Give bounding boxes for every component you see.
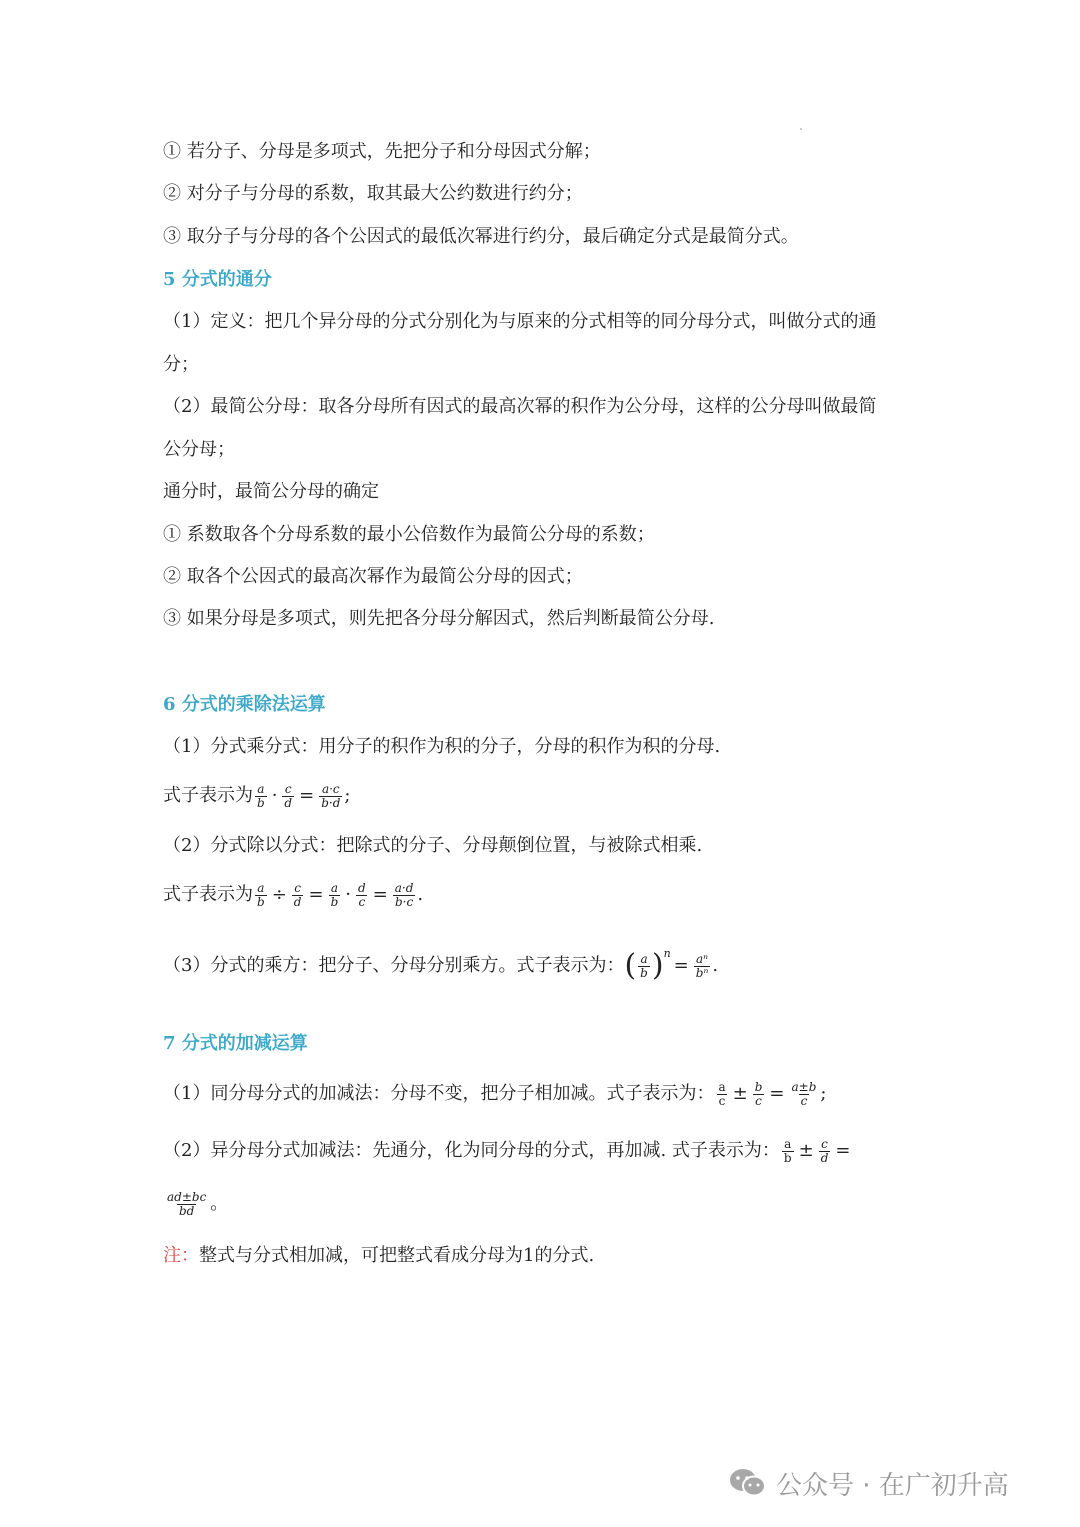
section-5-lcd-line-2: 公分母； — [163, 439, 235, 460]
section-6-divide-formula — [163, 881, 423, 909]
period: . — [417, 884, 424, 905]
diff-rule-text: （2）异分母分式加减法：先通分，化为同分母的分式，再加减. 式子表示为： — [163, 1140, 780, 1161]
left-paren: ( — [624, 948, 637, 983]
equals-sign: = — [299, 785, 315, 806]
fraction-ad-over-bc: $\frac{a\cdot d}{b\cdot c}$ — [394, 880, 414, 909]
fraction-b-over-c: $\frac{b}{c}$ — [754, 1079, 763, 1108]
note-label: 注： — [163, 1245, 199, 1266]
scan-speck — [800, 128, 802, 130]
section-7-note — [163, 1242, 594, 1270]
semicolon: ; — [820, 1083, 827, 1104]
section-5-definition-line-1: （1）定义：把几个异分母的分式分别化为与原来的分式相等的同分母分式，叫做分式的通 — [163, 311, 877, 332]
fraction-an-over-bn: $\frac{\text{aⁿ}}{\text{bⁿ}}$ — [695, 951, 709, 980]
plus-minus-sign: ± — [732, 1083, 748, 1104]
same-rule-text: （1）同分母分式的加减法：分母不变，把分子相加减。式子表示为： — [163, 1083, 715, 1104]
section-7-result-fraction — [163, 1190, 228, 1218]
fraction-c-over-d: $\frac{c}{d}$ — [820, 1136, 829, 1165]
section-7-different-denominator — [163, 1137, 853, 1165]
section-5-lcd-line-1: （2）最简公分母：取各分母所有因式的最高次幂的积作为公分母，这样的公分母叫做最简 — [163, 396, 877, 417]
fraction-adbc-over-bd: $\frac{ad\pm bc}{bd}$ — [167, 1189, 207, 1218]
section-6-multiply-rule: （1）分式乘分式：用分子的积作为积的分子，分母的积作为积的分母. — [163, 736, 721, 757]
dot-operator: · — [345, 884, 351, 905]
section-7-heading: 7 分式的加减运算 — [163, 1033, 308, 1054]
section-6-multiply-formula — [163, 782, 350, 810]
simplify-step-1: ① 若分子、分母是多项式，先把分子和分母因式分解； — [163, 141, 601, 162]
section-6-power-rule — [163, 940, 718, 981]
section-7-same-denominator — [163, 1080, 826, 1108]
period: . — [712, 955, 719, 976]
fraction-a-over-b: $\frac{a}{b}$ — [330, 880, 339, 909]
divide-sign: ÷ — [271, 884, 287, 905]
fraction-c-over-d: $\frac{c}{d}$ — [293, 880, 302, 909]
fraction-a-over-b: $\frac{a}{b}$ — [257, 880, 265, 909]
fraction-a-over-b: $\frac{a}{b}$ — [640, 951, 648, 980]
equals-sign: = — [769, 1083, 785, 1104]
section-6-heading: 6 分式的乘除法运算 — [163, 694, 326, 715]
formula-prefix: 式子表示为 — [163, 884, 253, 905]
equals-sign: = — [372, 884, 388, 905]
exponent-n: n — [663, 947, 671, 960]
equals-sign: = — [308, 884, 324, 905]
section-5-step-2: ② 取各个公因式的最高次幂作为最简公分母的因式； — [163, 566, 583, 587]
right-paren: ) — [651, 948, 664, 983]
section-5-determine-intro: 通分时，最简公分母的确定 — [163, 481, 379, 502]
fraction-c-over-d: $\frac{c}{d}$ — [284, 781, 293, 810]
note-text: 整式与分式相加减，可把整式看成分母为1的分式. — [199, 1245, 595, 1266]
section-5-step-3: ③ 如果分母是多项式，则先把各分母分解因式，然后判断最简公分母. — [163, 608, 715, 629]
fraction-a-over-b: $\frac{a}{b}$ — [257, 781, 265, 810]
fraction-a-over-c: $\frac{a}{c}$ — [718, 1079, 726, 1108]
wechat-watermark — [728, 1463, 1009, 1503]
semicolon: ; — [344, 785, 351, 806]
watermark-text: 公众号 · 在广初升高 — [776, 1470, 1009, 1501]
fraction-a-over-b: $\frac{a}{b}$ — [783, 1136, 792, 1165]
section-5-definition-line-2: 分； — [163, 354, 199, 375]
simplify-step-3: ③ 取分子与分母的各个公因式的最低次幂进行约分，最后确定分式是最简分式。 — [163, 226, 799, 247]
fraction-ac-over-bd: $\frac{a\cdot c}{b\cdot d}$ — [321, 781, 341, 810]
power-rule-text: （3）分式的乘方：把分子、分母分别乘方。式子表示为： — [163, 955, 625, 976]
section-6-divide-rule: （2）分式除以分式：把除式的分子、分母颠倒位置，与被除式相乘. — [163, 835, 703, 856]
plus-minus-sign: ± — [798, 1140, 814, 1161]
dot-operator: · — [271, 785, 278, 806]
fraction-apb-over-c: $\frac{a\pm b}{c}$ — [791, 1079, 817, 1108]
fraction-d-over-c: $\frac{d}{c}$ — [357, 880, 366, 909]
section-5-heading: 5 分式的通分 — [163, 269, 272, 290]
full-stop: 。 — [210, 1193, 229, 1214]
equals-sign: = — [673, 955, 689, 976]
simplify-step-2: ② 对分子与分母的系数，取其最大公约数进行约分； — [163, 183, 583, 204]
formula-prefix: 式子表示为 — [163, 785, 253, 806]
section-5-step-1: ① 系数取各个分母系数的最小公倍数作为最简公分母的系数； — [163, 524, 655, 545]
wechat-icon — [728, 1467, 768, 1499]
equals-sign: = — [835, 1140, 851, 1161]
